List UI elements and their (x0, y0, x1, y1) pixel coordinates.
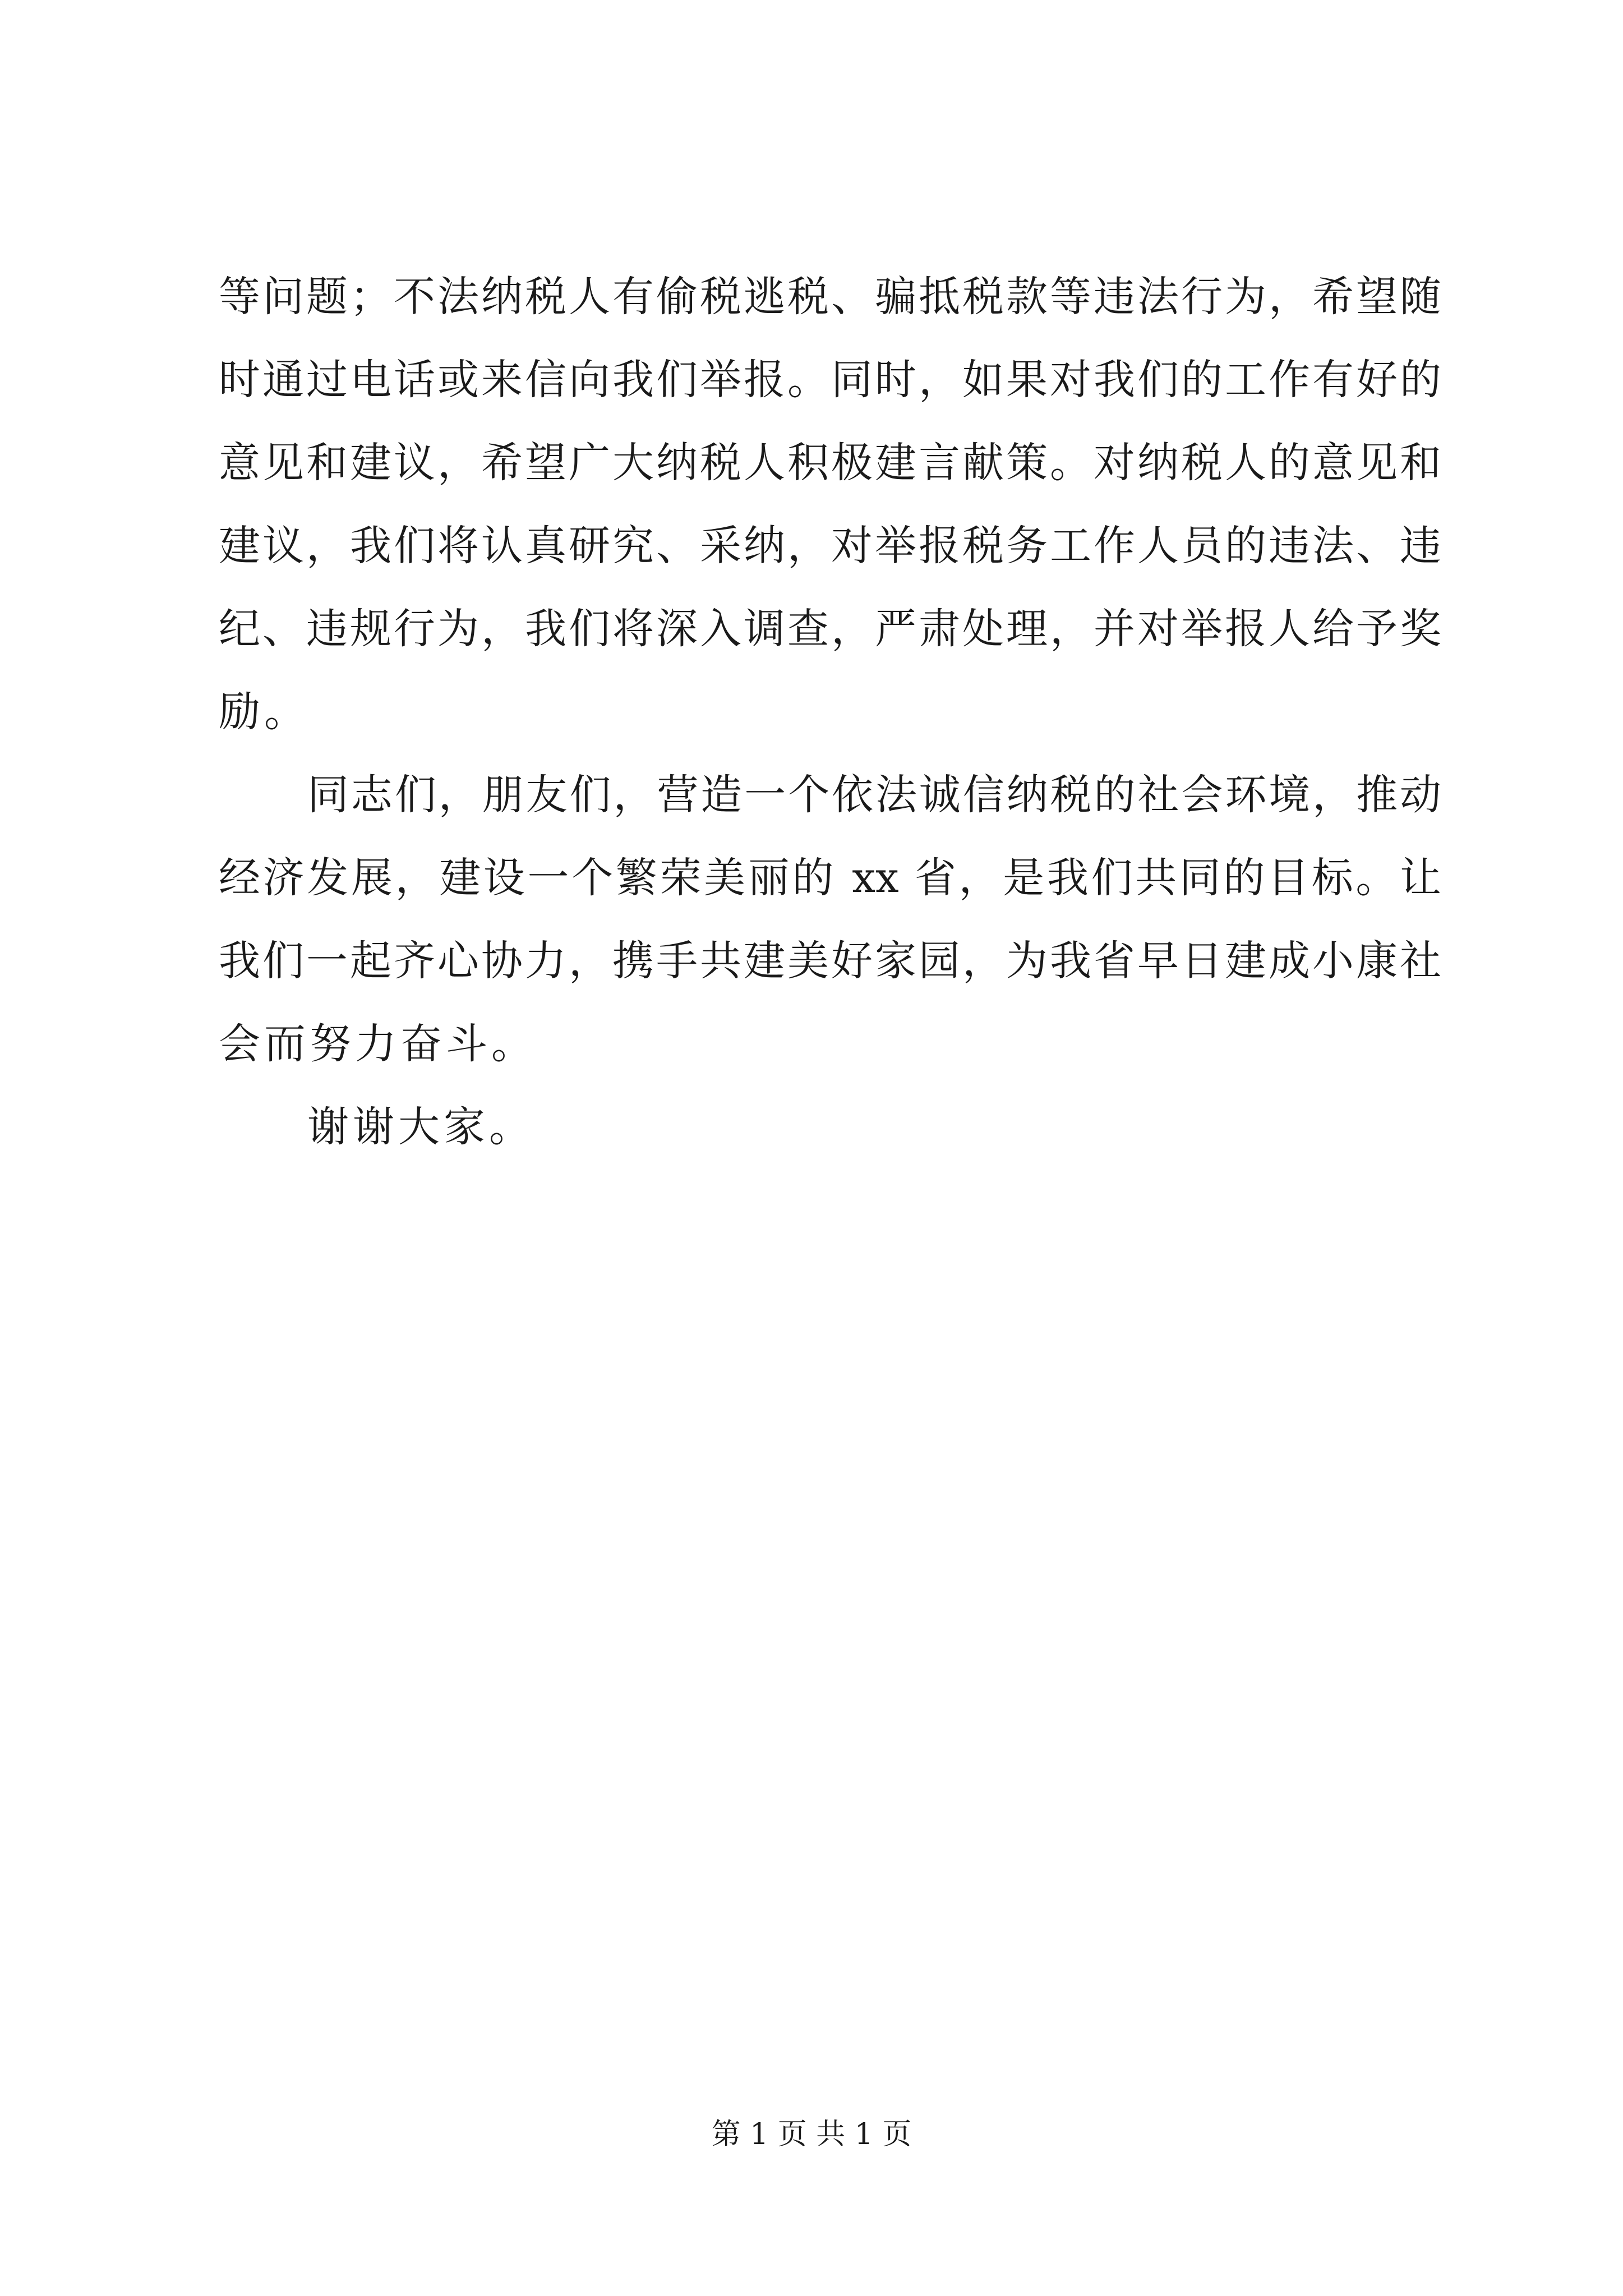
text-line: 建议，我们将认真研究、采纳，对举报税务工作人员的违法、违 (219, 522, 1441, 570)
page-number-footer: 第 1 页 共 1 页 (711, 2118, 912, 2151)
text-line: 纪、违规行为，我们将深入调查，严肃处理，并对举报人给予奖 (219, 605, 1441, 653)
paragraph-1 (219, 255, 1441, 753)
paragraph-2 (219, 753, 1441, 1085)
text-line: 时通过电话或来信向我们举报。同时，如果对我们的工作有好的 (219, 356, 1441, 404)
document-body (219, 255, 1441, 1168)
text-line: 我们一起齐心协力，携手共建美好家园，为我省早日建成小康社 (219, 937, 1441, 985)
text-line: 会而努力奋斗。 (219, 1020, 537, 1068)
text-line: 同志们，朋友们，营造一个依法诚信纳税的社会环境，推动 (307, 771, 1441, 819)
text-line: 意见和建议，希望广大纳税人积极建言献策。对纳税人的意见和 (219, 439, 1441, 487)
paragraph-3 (219, 1085, 1441, 1168)
text-line: 谢谢大家。 (307, 1103, 534, 1151)
text-line: 经济发展，建设一个繁荣美丽的 xx 省，是我们共同的目标。让 (219, 854, 1441, 902)
text-line: 等问题；不法纳税人有偷税逃税、骗抵税款等违法行为，希望随 (219, 273, 1441, 321)
text-line: 励。 (219, 688, 310, 736)
